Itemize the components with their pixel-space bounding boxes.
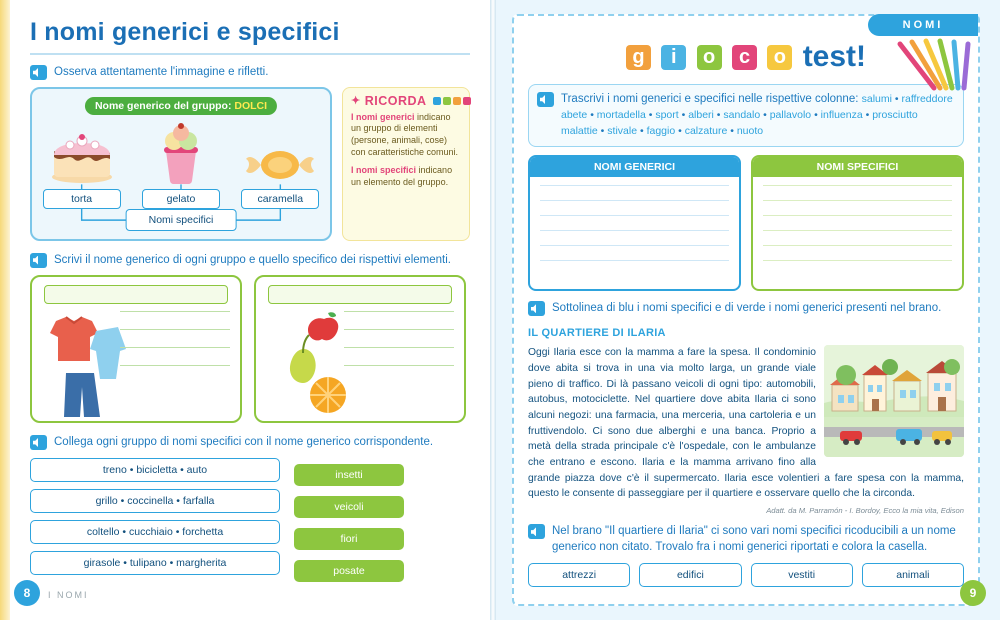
exercise4-instruction-row xyxy=(537,92,955,139)
speaker-icon xyxy=(30,435,47,450)
exercise2-instruction-row xyxy=(30,253,470,269)
speaker-icon xyxy=(30,253,47,268)
word-item: alberi xyxy=(688,108,714,121)
ricorda-paragraph-2 xyxy=(351,165,461,189)
column-header-specifici: NOMI SPECIFICI xyxy=(753,157,962,177)
exercise4-instruction: Trascrivi i nomi generici e specifici nelle rispettive colonne: xyxy=(561,93,859,105)
heading-letter: i xyxy=(661,45,686,70)
exercise2 xyxy=(30,253,470,424)
word-item: pallavolo xyxy=(769,108,812,121)
left-page xyxy=(0,0,492,620)
passage-source: Adatt. da M. Parramón - I. Bordoy, Ecco la mia vita, Edison xyxy=(766,505,964,515)
ricorda-box xyxy=(342,87,470,241)
pencils-icon xyxy=(888,38,974,94)
generic-group-prefix: Nome generico del gruppo: xyxy=(94,99,232,112)
answer-lines[interactable] xyxy=(344,311,454,383)
section-tab-nomi: NOMI xyxy=(868,14,978,36)
exercise1-instruction: Osserva attentamente l'immagine e rifletti. xyxy=(54,66,269,78)
word-item: mortadella xyxy=(596,108,646,121)
specific-group-row[interactable]: coltello • cucchiaio • forchetta xyxy=(30,520,280,544)
star-icon: ✦ xyxy=(351,95,361,108)
generic-name-input[interactable] xyxy=(268,285,452,304)
specific-groups-list xyxy=(30,458,280,592)
option-attrezzi[interactable]: attrezzi xyxy=(528,563,630,587)
word-item: influenza xyxy=(820,108,863,121)
item-label-caramella: caramella xyxy=(241,189,319,209)
answer-columns xyxy=(528,155,964,291)
generic-name-tag[interactable]: fiori xyxy=(294,528,404,550)
worksheet-sheet xyxy=(512,14,980,606)
specific-group-row[interactable]: treno • bicicletta • auto xyxy=(30,458,280,482)
reading-passage xyxy=(528,325,964,517)
column-body-specifici[interactable] xyxy=(753,177,962,289)
column-body-generici[interactable] xyxy=(530,177,739,289)
word-item: sandalo xyxy=(723,108,761,121)
specific-group-row[interactable]: girasole • tulipano • margherita xyxy=(30,551,280,575)
generic-specific-diagram xyxy=(30,87,332,241)
ricorda-key-1: I nomi generici xyxy=(351,111,415,122)
exercise3-instruction-row xyxy=(30,435,470,451)
answer-card-fruit[interactable] xyxy=(254,275,466,423)
option-vestiti[interactable]: vestiti xyxy=(751,563,853,587)
word-item: malattie xyxy=(561,124,598,137)
speaker-icon xyxy=(528,524,545,539)
footer-chapter-label: I NOMI xyxy=(48,590,89,600)
heading-letter: o xyxy=(767,45,792,70)
word-item: nuoto xyxy=(736,124,764,137)
passage-text: Oggi Ilaria esce con la mamma a fare la spesa. Il condominio dove abita si trova in una via molto larga, un grande viale pieno di traffico. Di là passano veicoli di ogni tipo: automobili, autobus, motociclette. Nel quartiere dove abita Ilaria ci sono alcuni negozi: una farmacia, una merceria, una cartoleria e un fruttivendolo. Ci sono due alberghi e una banca. Proprio a metà della strada principale c'è l'ospedale, con le ambulanze che entrano e escono. Ilaria e la mamma arrivano fino alla grande piazza dove c'è il supermercato. Ilaria esce volentieri a fare spesa con la mamma, questo le consente di passeggiare per il quartiere e osservare quello che la circonda. xyxy=(528,347,964,500)
ricorda-text-1: indicano un gruppo di elementi (persone, animali, cose) con caratteristiche comuni. xyxy=(351,111,459,158)
word-item: faggio xyxy=(646,124,676,137)
item-label-torta: torta xyxy=(43,189,121,209)
generic-name-tag[interactable]: insetti xyxy=(294,464,404,486)
exercise3-body xyxy=(30,458,470,592)
word-item: sport xyxy=(655,108,679,121)
specific-group-row[interactable]: grillo • coccinella • farfalla xyxy=(30,489,280,513)
diagram-item-labels xyxy=(32,189,330,209)
page-title: I nomi generici e specifici xyxy=(30,18,340,46)
generic-name-tag[interactable]: posate xyxy=(294,560,404,582)
book-edge xyxy=(0,0,10,620)
village-icon xyxy=(824,345,964,457)
word-item: prosciutto xyxy=(872,108,918,121)
speaker-icon xyxy=(528,301,545,316)
exercise3 xyxy=(30,435,470,592)
item-label-gelato: gelato xyxy=(142,189,220,209)
exercise1-body xyxy=(30,87,470,241)
page-number-left: 8 xyxy=(14,580,40,606)
ricorda-title-row xyxy=(351,94,461,108)
answer-lines[interactable] xyxy=(120,311,230,383)
passage-title: IL QUARTIERE DI ILARIA xyxy=(528,326,666,339)
heading-letter: c xyxy=(732,45,757,70)
heading-letter: o xyxy=(697,45,722,70)
village-illustration xyxy=(824,345,964,457)
exercise2-cards xyxy=(30,275,470,423)
ricorda-paragraph-1 xyxy=(351,112,461,160)
speaker-icon xyxy=(537,92,554,107)
exercise2-instruction: Scrivi il nome generico di ogni gruppo e quello specifico dei rispettivi elementi. xyxy=(54,253,451,266)
title-divider xyxy=(30,53,470,55)
ricorda-text-2: indicano un elemento del gruppo. xyxy=(351,165,453,187)
ricorda-key-2: I nomi specifici xyxy=(351,165,417,176)
exercise5-instruction: Sottolinea di blu i nomi specifici e di verde i nomi generici presenti nel brano. xyxy=(552,302,942,315)
right-page xyxy=(496,0,1000,620)
generic-name-input[interactable] xyxy=(44,285,228,304)
generic-group-value: DOLCI xyxy=(234,99,268,112)
exercise5-instruction-row xyxy=(528,301,964,317)
exercise6-options xyxy=(528,563,964,587)
generic-names-list xyxy=(294,458,404,592)
heading-rest: test! xyxy=(802,40,867,73)
decorative-dots xyxy=(433,97,471,105)
word-list: salumi • raffreddore abete • mortadella • sport • alberi • sandalo • pallavolo • influenza • prosciutto malattie • stivale • faggio • calzature • nuoto xyxy=(561,93,953,137)
exercise1-instruction-row xyxy=(30,65,470,81)
page-number-right: 9 xyxy=(960,580,986,606)
generic-name-tag[interactable]: veicoli xyxy=(294,496,404,518)
word-item: salumi xyxy=(861,93,892,105)
answer-card-clothes[interactable] xyxy=(30,275,242,423)
column-header-generici: NOMI GENERICI xyxy=(530,157,739,177)
word-item: abete xyxy=(561,108,588,121)
word-item: stivale xyxy=(607,124,638,137)
heading-letter: g xyxy=(626,45,651,70)
word-item: raffreddore xyxy=(901,93,953,105)
option-edifici[interactable]: edifici xyxy=(639,563,741,587)
column-nomi-specifici[interactable] xyxy=(751,155,964,291)
ricorda-title: RICORDA xyxy=(364,93,427,108)
specific-names-label: Nomi specifici xyxy=(126,209,237,231)
exercise6-instruction-row xyxy=(528,524,964,555)
option-animali[interactable]: animali xyxy=(862,563,964,587)
exercise3-instruction: Collega ogni gruppo di nomi specifici con il nome generico corrispondente. xyxy=(54,436,434,449)
column-nomi-generici[interactable] xyxy=(528,155,741,291)
exercise6-instruction: Nel brano "Il quartiere di Ilaria" ci sono vari nomi specifici ricoducibili a un nome generico non citato. Trovalo fra i nomi generici riportati e colora la casella. xyxy=(552,525,956,553)
word-item: calzature xyxy=(684,124,728,137)
speaker-icon xyxy=(30,65,47,80)
